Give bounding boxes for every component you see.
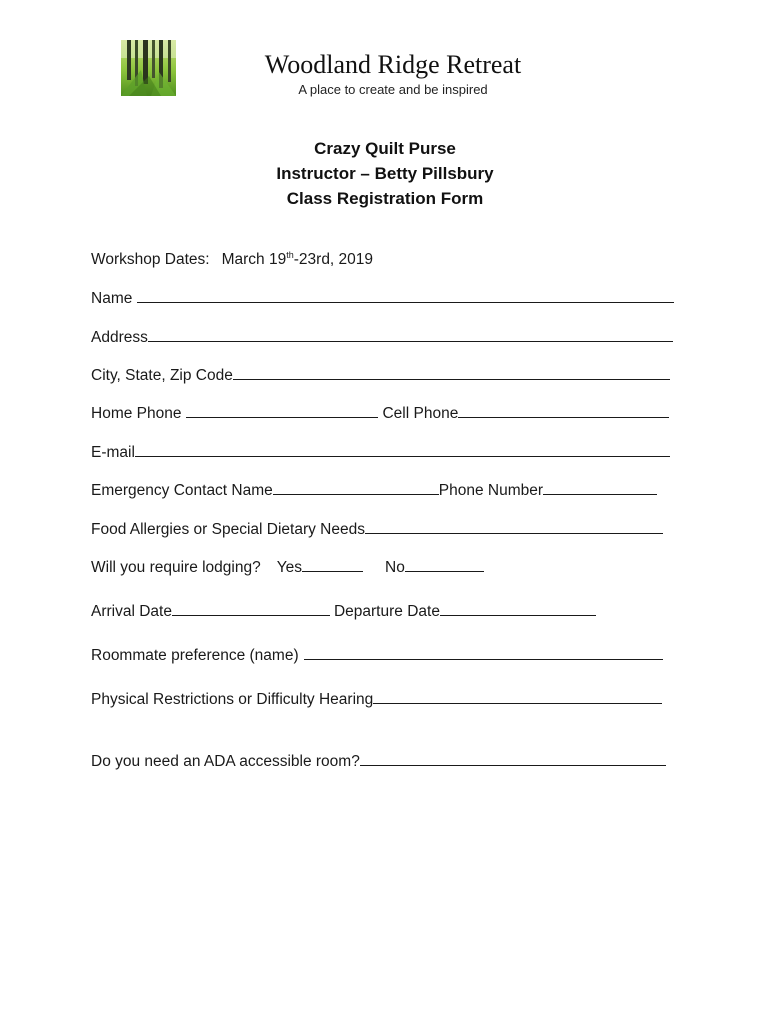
workshop-dates-start: March 19 (221, 251, 287, 268)
city-state-zip-row (91, 366, 670, 385)
food-allergies-label: Food Allergies or Special Dietary Needs (91, 521, 365, 538)
woodland-logo (121, 40, 176, 96)
instructor-line: Instructor – Betty Pillsbury (276, 164, 494, 183)
emergency-contact-field[interactable] (273, 481, 439, 495)
workshop-dates-line (91, 251, 373, 269)
departure-date-field[interactable] (440, 602, 596, 616)
home-phone-field[interactable] (186, 404, 378, 418)
ada-room-row (91, 752, 666, 771)
address-row (91, 328, 673, 347)
name-label: Name (91, 290, 133, 307)
city-state-zip-field[interactable] (233, 366, 670, 380)
phone-number-label: Phone Number (438, 482, 544, 499)
retreat-tagline: A place to create and be inspired (298, 82, 488, 97)
food-allergies-field[interactable] (365, 520, 663, 534)
physical-restrictions-field[interactable] (373, 690, 662, 704)
phone-row (91, 404, 669, 423)
retreat-title: Woodland Ridge Retreat (264, 50, 522, 79)
address-label: Address (91, 329, 148, 346)
name-row (91, 289, 674, 308)
workshop-dates-end: -23rd, 2019 (293, 251, 374, 268)
physical-restrictions-row (91, 690, 662, 709)
food-allergies-row (91, 520, 663, 539)
lodging-yes-field[interactable] (302, 558, 363, 572)
cell-phone-label: Cell Phone (382, 405, 459, 422)
cell-phone-field[interactable] (458, 404, 669, 418)
physical-restrictions-label: Physical Restrictions or Difficulty Hearing (91, 691, 374, 708)
email-label: E-mail (91, 444, 135, 461)
city-state-zip-label: City, State, Zip Code (91, 367, 233, 384)
ada-room-field[interactable] (360, 752, 666, 766)
class-name: Crazy Quilt Purse (314, 139, 456, 158)
emergency-contact-label: Emergency Contact Name (91, 482, 273, 499)
phone-number-field[interactable] (543, 481, 657, 495)
emergency-contact-row (91, 481, 657, 500)
lodging-row (91, 558, 484, 577)
ada-room-label: Do you need an ADA accessible room? (91, 753, 360, 770)
email-field[interactable] (135, 443, 670, 457)
name-field[interactable] (137, 289, 674, 303)
dates-row (91, 602, 596, 621)
address-field[interactable] (148, 328, 673, 342)
lodging-yes-label: Yes (276, 559, 303, 576)
workshop-dates-sup: th (286, 249, 294, 260)
lodging-question-label: Will you require lodging? (91, 559, 261, 576)
roommate-row (91, 646, 663, 665)
roommate-label: Roommate preference (name) (91, 647, 299, 664)
departure-date-label: Departure Date (333, 603, 440, 620)
arrival-date-label: Arrival Date (91, 603, 172, 620)
workshop-dates-label: Workshop Dates: (91, 251, 210, 268)
form-title: Class Registration Form (286, 189, 484, 208)
lodging-no-label: No (385, 559, 405, 576)
email-row (91, 443, 670, 462)
home-phone-label: Home Phone (91, 405, 182, 422)
roommate-field[interactable] (304, 646, 663, 660)
lodging-no-field[interactable] (405, 558, 484, 572)
arrival-date-field[interactable] (172, 602, 330, 616)
